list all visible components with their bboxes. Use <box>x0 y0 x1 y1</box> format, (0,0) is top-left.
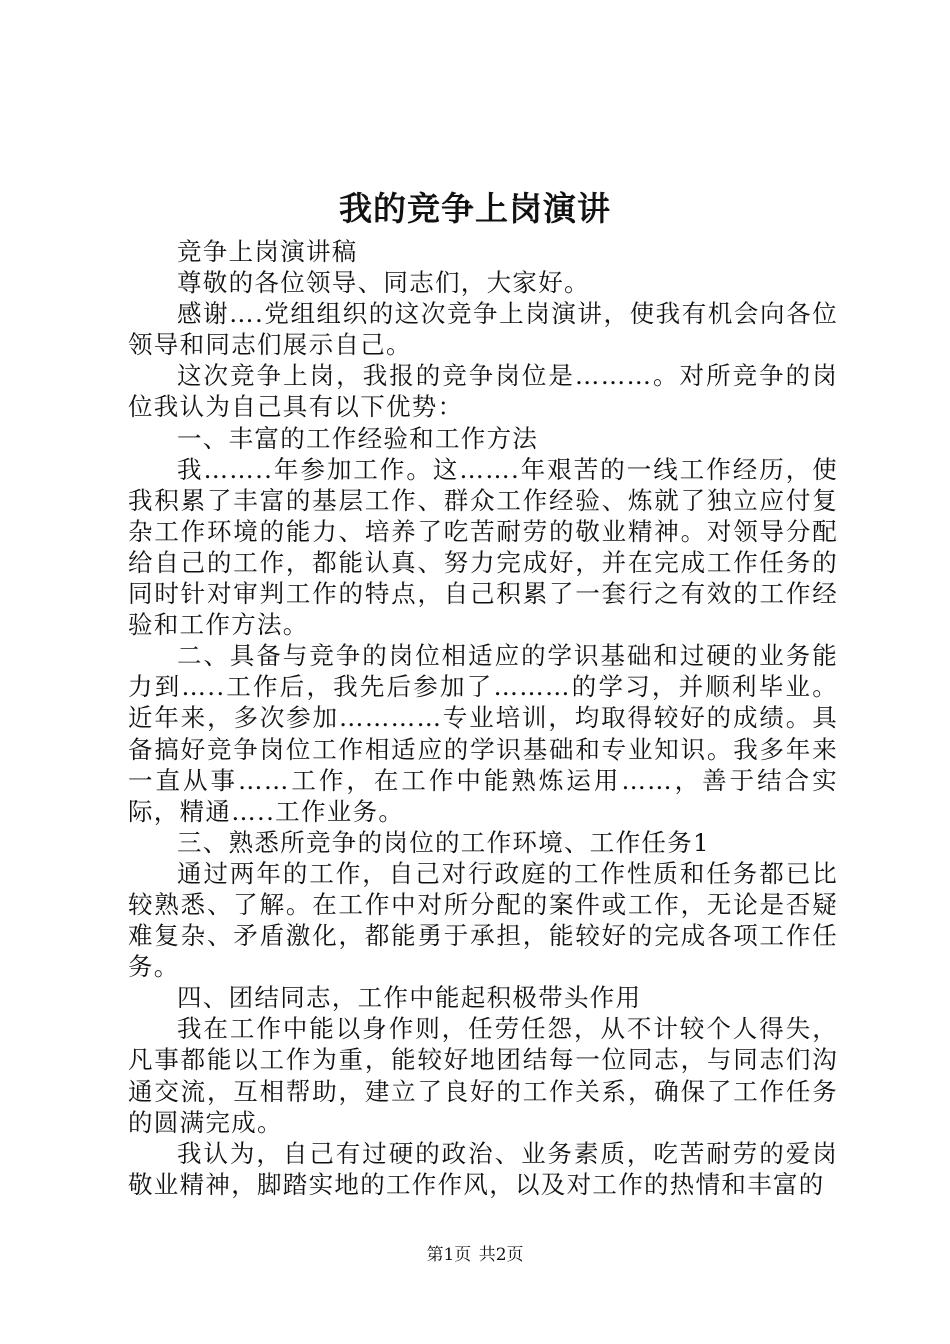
paragraph: 这次竞争上岗，我报的竞争岗位是………。对所竞争的岗位我认为自己具有以下优势： <box>128 361 838 422</box>
paragraph-greeting: 尊敬的各位领导、同志们，大家好。 <box>177 268 590 298</box>
paragraph-heading: 竞争上岗演讲稿 <box>177 237 358 266</box>
document-body <box>128 236 838 1200</box>
section-heading: 一、丰富的工作经验和工作方法 <box>177 423 539 453</box>
document-title: 我的竞争上岗演讲 <box>339 189 611 228</box>
paragraph: 通过两年的工作，自己对行政庭的工作性质和任务都已比较熟悉、了解。在工作中对所分配的案件或工作，无论是否疑难复杂、矛盾激化，都能勇于承担，能较好的完成各项工作任务。 <box>128 858 838 982</box>
page-total: 共2页 <box>478 1245 524 1265</box>
page-number: 第1页 <box>426 1245 472 1265</box>
paragraph: 二、具备与竞争的岗位相适应的学识基础和过硬的业务能力到…..工作后，我先后参加了………的学习，并顺利毕业。近年来，多次参加…………专业培训，均取得较好的成绩。具备搞好竞争岗位工作相适应的学识基础和专业知识。我多年来一直从事……工作，在工作中能熟炼运用……，善于结合实际，精通…..工作业务。 <box>128 641 838 826</box>
paragraph: 感谢….党组组织的这次竞争上岗演讲，使我有机会向各位领导和同志们展示自己。 <box>128 299 838 360</box>
paragraph: 我认为，自己有过硬的政治、业务素质，吃苦耐劳的爱岗敬业精神，脚踏实地的工作作风，以及对工作的热情和丰富的 <box>128 1138 838 1199</box>
paragraph: 我在工作中能以身作则，任劳任怨，从不计较个人得失，凡事都能以工作为重，能较好地团结每一位同志，与同志们沟通交流，互相帮助，建立了良好的工作关系，确保了工作任务的圆满完成。 <box>128 1014 838 1137</box>
page-footer <box>0 1243 950 1267</box>
paragraph: 我……..年参加工作。这…….年艰苦的一线工作经历，使我积累了丰富的基层工作、群众工作经验、炼就了独立应付复杂工作环境的能力、培养了吃苦耐劳的敬业精神。对领导分配给自己的工作，都能认真、努力完成好，并在完成工作任务的同时针对审判工作的特点，自己积累了一套行之有效的工作经验和工作方法。 <box>128 454 838 640</box>
section-heading: 三、熟悉所竞争的岗位的工作环境、工作任务1 <box>177 827 710 857</box>
section-heading: 四、团结同志，工作中能起积极带头作用 <box>177 983 642 1013</box>
